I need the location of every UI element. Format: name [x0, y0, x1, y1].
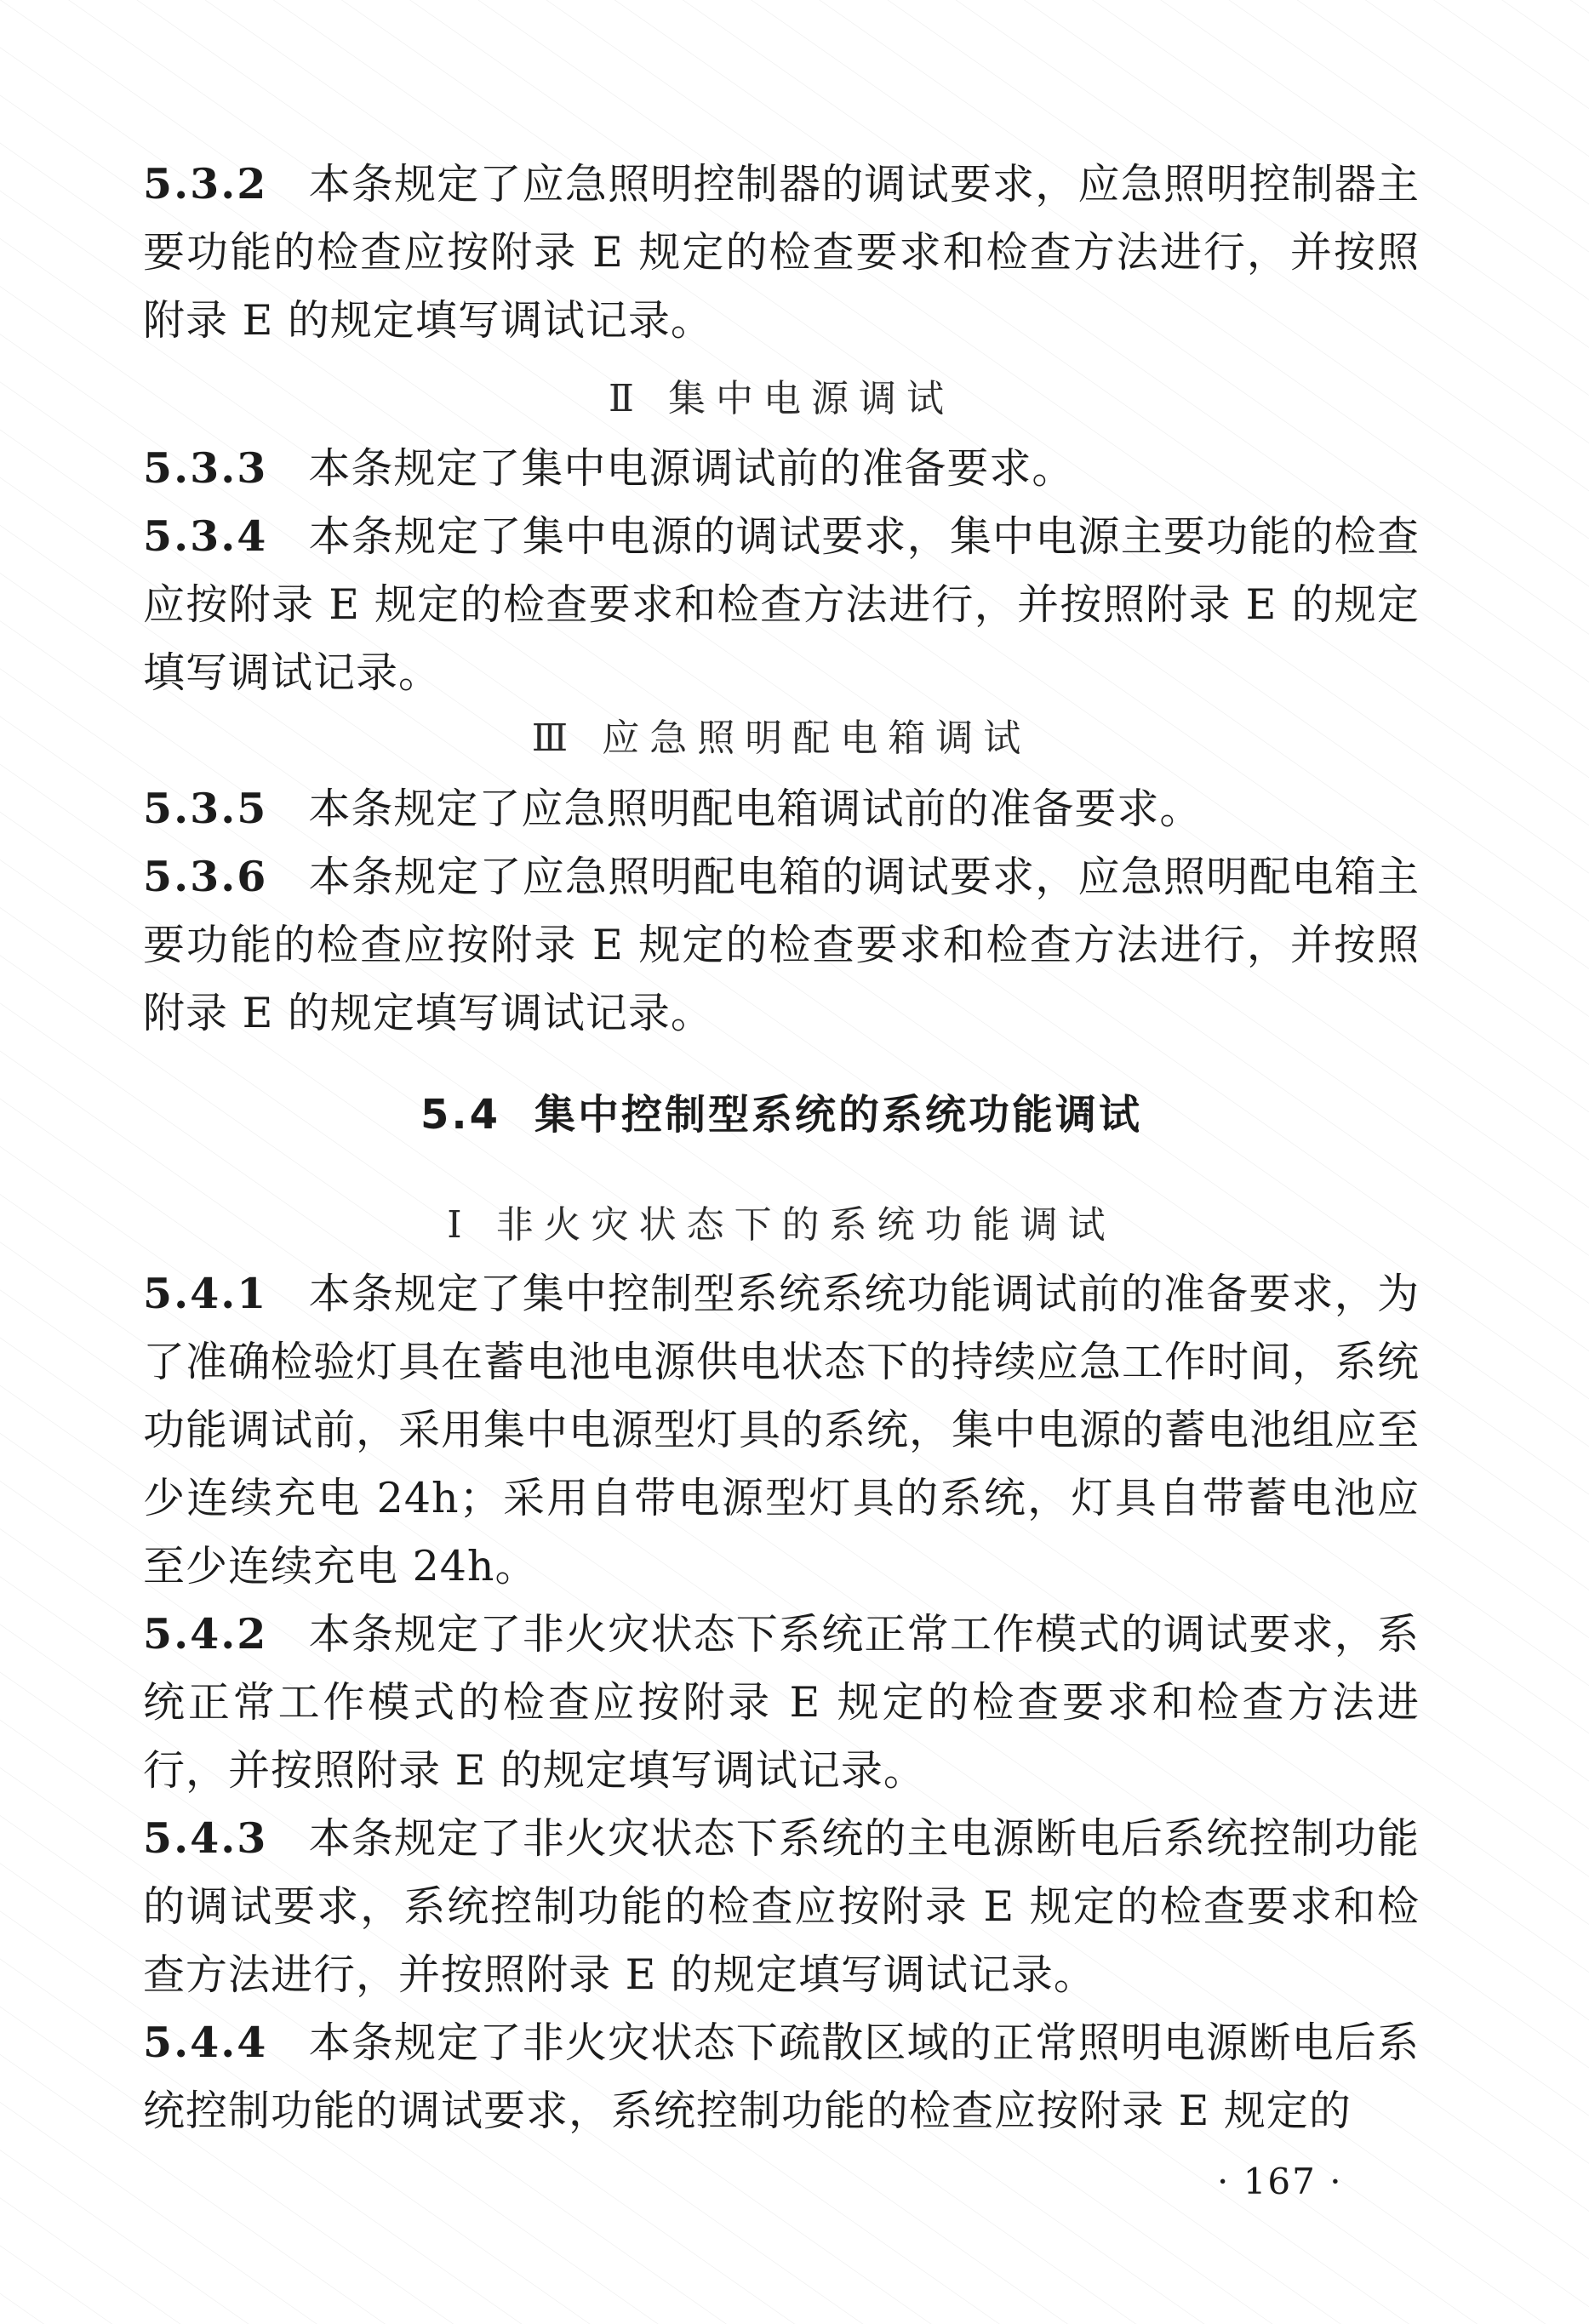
clause-number: 5.4.1: [143, 1269, 268, 1318]
subhead-non-fire-state: [143, 1196, 1420, 1255]
clause-text: 本条规定了应急照明控制器的调试要求，应急照明控制器主要功能的检查应按附录 E 规定的检查要求和检查方法进行，并按照附录 E 的规定填写调试记录。: [143, 160, 1420, 345]
section-number: 5.4: [420, 1091, 500, 1139]
clause-text: 本条规定了应急照明配电箱调试前的准备要求。: [308, 785, 1203, 833]
clause-5-3-5: [143, 774, 1420, 843]
clause-5-4-1: [143, 1259, 1420, 1601]
clause-text: 本条规定了非火灾状态下疏散区域的正常照明电源断电后系统控制功能的调试要求，系统控制功能的检查应按附录 E 规定的: [143, 2019, 1420, 2135]
clause-5-3-4: [143, 502, 1420, 707]
clause-5-4-2: [143, 1600, 1420, 1805]
subhead-title: 应急照明配电箱调试: [602, 717, 1032, 760]
subhead-roman-numeral: Ⅲ: [531, 717, 569, 760]
clause-number: 5.4.2: [143, 1609, 268, 1659]
page-number: · 167 ·: [1217, 2161, 1343, 2202]
subhead-roman-numeral: Ⅱ: [609, 377, 634, 420]
subhead-distribution-box: [143, 709, 1420, 768]
subhead-title: 非火灾状态下的系统功能调试: [495, 1203, 1116, 1247]
subhead-roman-numeral: Ⅰ: [447, 1203, 462, 1247]
clause-text: 本条规定了集中控制型系统系统功能调试前的准备要求，为了准确检验灯具在蓄电池电源供电状态下的持续应急工作时间，系统功能调试前，采用集中电源型灯具的系统，集中电源的蓄电池组应至少连续充电 24h；采用自带电源型灯具的系统，灯具自带蓄电池应至少连续充电 24h。: [143, 1270, 1420, 1590]
clause-text: 本条规定了应急照明配电箱的调试要求，应急照明配电箱主要功能的检查应按附录 E 规定的检查要求和检查方法进行，并按照附录 E 的规定填写调试记录。: [143, 853, 1420, 1037]
clause-5-3-6: [143, 842, 1420, 1048]
clause-text: 本条规定了集中电源调试前的准备要求。: [308, 444, 1075, 493]
clause-number: 5.4.4: [143, 2018, 268, 2067]
clause-number: 5.3.2: [143, 159, 268, 208]
clause-text: 本条规定了集中电源的调试要求，集中电源主要功能的检查应按附录 E 规定的检查要求和检查方法进行，并按照附录 E 的规定填写调试记录。: [143, 512, 1420, 697]
clause-text: 本条规定了非火灾状态下系统的主电源断电后系统控制功能的调试要求，系统控制功能的检查应按附录 E 规定的检查要求和检查方法进行，并按照附录 E 的规定填写调试记录。: [143, 1814, 1420, 1999]
clause-5-3-2: [143, 150, 1420, 355]
section-heading: [143, 1081, 1420, 1149]
clause-5-4-3: [143, 1804, 1420, 2009]
clause-text: 本条规定了非火灾状态下系统正常工作模式的调试要求，系统正常工作模式的检查应按附录 E 规定的检查要求和检查方法进行，并按照附录 E 的规定填写调试记录。: [143, 1610, 1420, 1795]
clause-number: 5.3.3: [143, 443, 268, 493]
section-title: 集中控制型系统的系统功能调试: [534, 1091, 1143, 1139]
clause-5-3-3: [143, 434, 1420, 503]
clause-number: 5.4.3: [143, 1813, 268, 1863]
subhead-title: 集中电源调试: [667, 377, 954, 420]
subhead-central-power: [143, 369, 1420, 429]
clause-number: 5.3.4: [143, 511, 268, 561]
clause-number: 5.3.6: [143, 852, 268, 901]
clause-5-4-4: [143, 2008, 1420, 2145]
clause-number: 5.3.5: [143, 784, 268, 833]
